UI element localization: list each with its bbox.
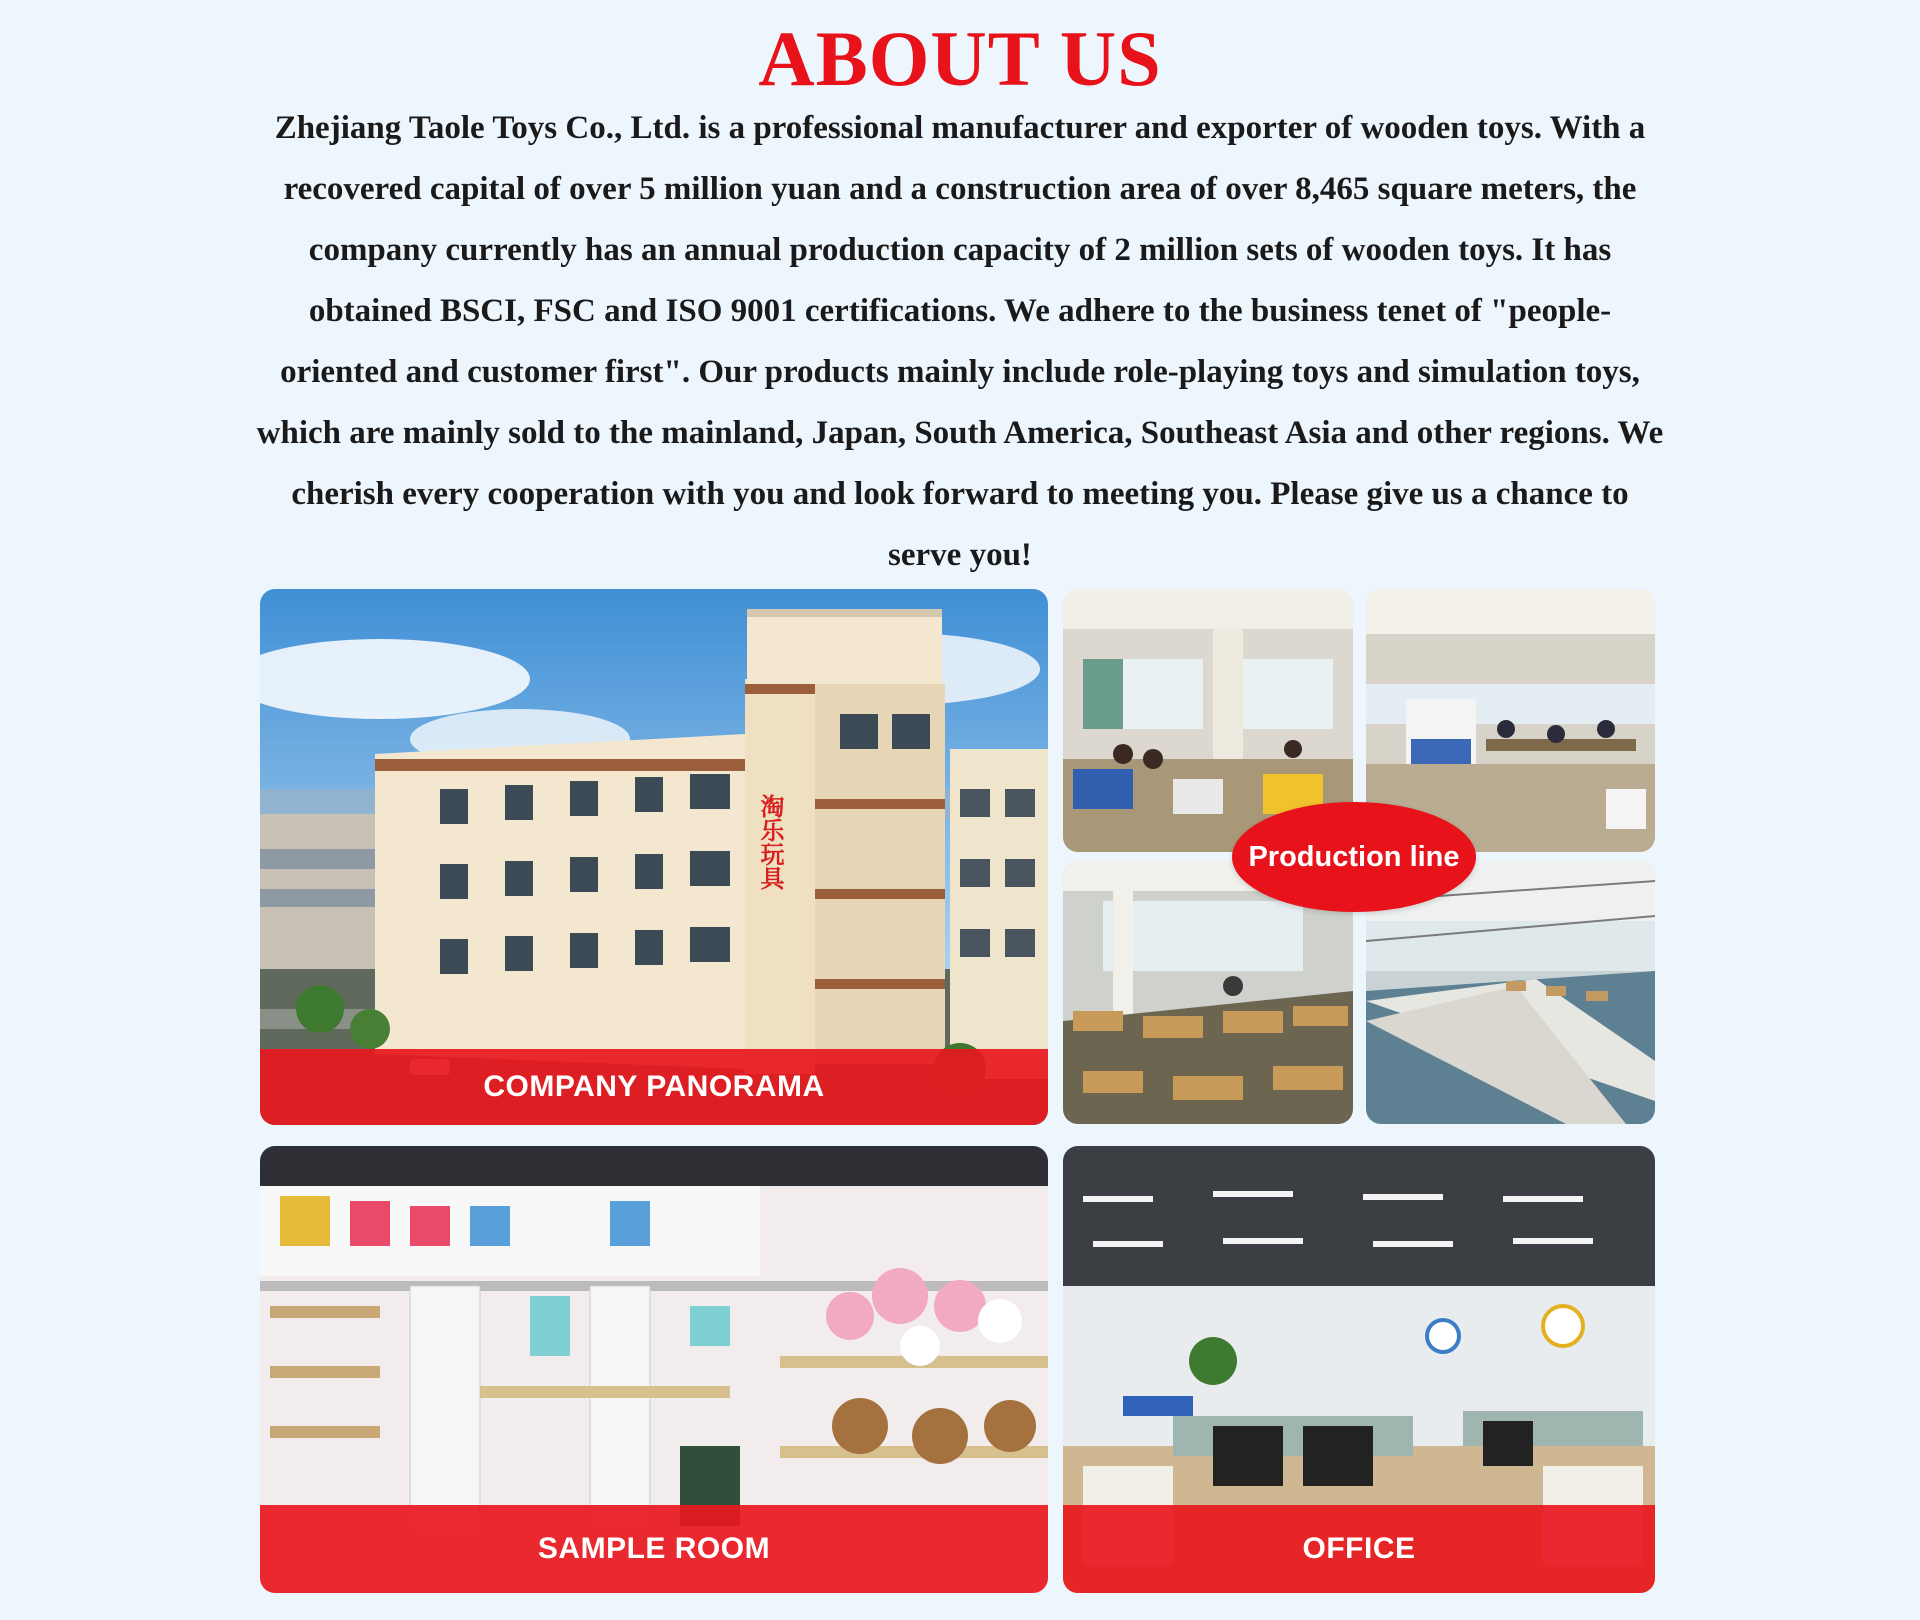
- company-panorama-photo: [260, 589, 1048, 1125]
- factory-building-image: [260, 589, 1048, 1125]
- company-panorama-caption-bar: [260, 1049, 1048, 1125]
- sample-room-caption-bar: [260, 1505, 1048, 1593]
- office-caption: OFFICE: [1302, 1532, 1416, 1565]
- office-photo: [1063, 1146, 1655, 1593]
- page-title: ABOUT US: [758, 15, 1162, 102]
- sample-room-photo: [260, 1146, 1048, 1593]
- company-panorama-caption: COMPANY PANORAMA: [483, 1070, 825, 1103]
- production-line-badge: Production line: [1232, 802, 1476, 912]
- building-sign-text: 淘乐玩具: [756, 794, 784, 890]
- company-intro: Zhejiang Taole Toys Co., Ltd. is a professional manufacturer and exporter of wooden toys. With a recovered capital of over 5 million yuan and a construction area of over 8,465 square meters, the company currently has an annual production capacity of 2 million sets of wooden toys. It has obtained BSCI, FSC and ISO 9001 certifications. We adhere to the business tenet of "people-oriented and customer first". Our products mainly include role-playing toys and simulation toys, which are mainly sold to the mainland, Japan, South America, Southeast Asia and other regions. We cherish every cooperation with you and look forward to meeting you. Please give us a chance to serve you!: [256, 110, 1664, 573]
- sample-room-caption: SAMPLE ROOM: [537, 1532, 771, 1565]
- office-caption-bar: [1063, 1505, 1655, 1593]
